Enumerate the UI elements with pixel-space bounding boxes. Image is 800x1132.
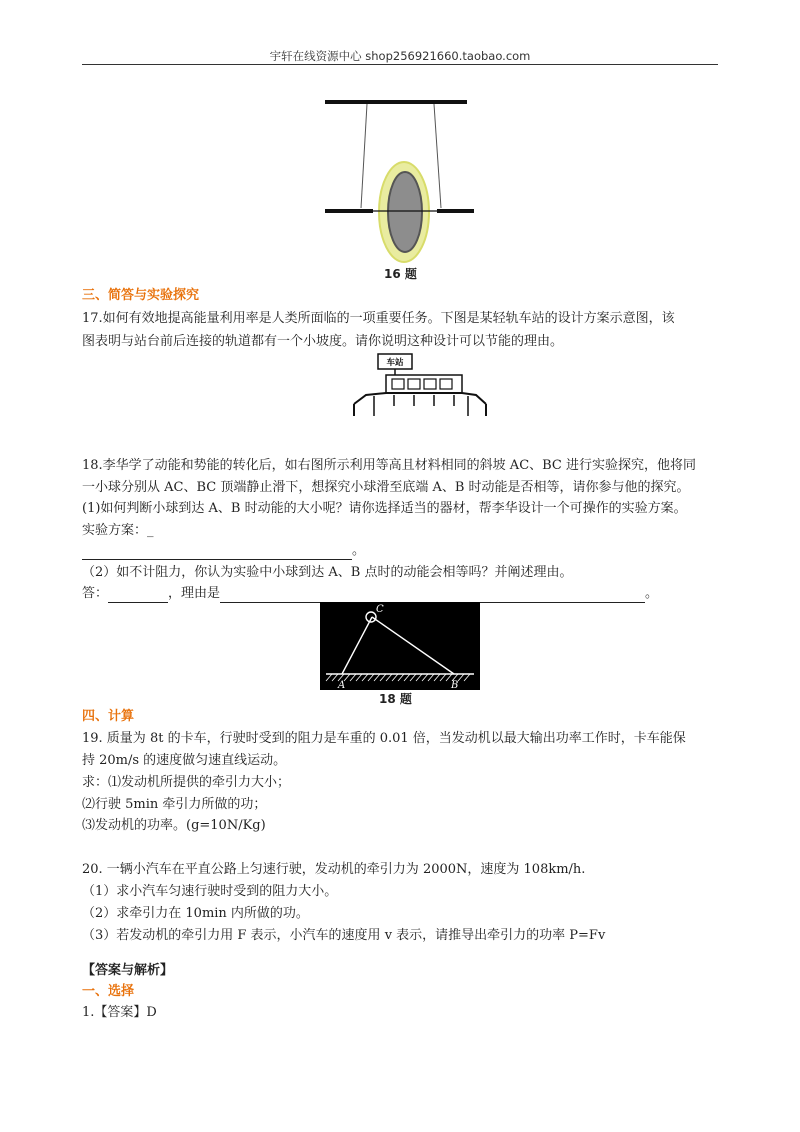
figure-16-wheel bbox=[320, 96, 480, 281]
answer-blank-equal[interactable] bbox=[108, 588, 168, 603]
q19-line3: 求：⑴发动机所提供的牵引力大小； bbox=[82, 775, 291, 790]
q18-line7 bbox=[82, 585, 658, 603]
q18-line3: (1)如何判断小球到达 A、B 时动能的大小呢？请你选择适当的器材，帮李华设计一个可操作的实验方案。 bbox=[82, 501, 687, 516]
answers-section-1: 一、选择 bbox=[82, 984, 135, 999]
section-4-title: 四、计算 bbox=[82, 709, 135, 724]
q18-reason-label: ，理由是 bbox=[168, 586, 221, 601]
q18-line4: 实验方案：_ bbox=[82, 523, 154, 538]
axle-right bbox=[437, 209, 474, 213]
answer-blank-plan[interactable] bbox=[82, 545, 352, 560]
q20-line4: （3）若发动机的牵引力用 F 表示，小汽车的速度用 v 表示，请推导出牵引力的功率 P=Fv bbox=[82, 928, 606, 943]
answer-blank-reason[interactable] bbox=[220, 588, 645, 603]
q18-line1: 18.李华学了动能和势能的转化后，如右图所示利用等高且材料相同的斜坡 AC、BC 进行实验探究，他将同 bbox=[82, 458, 697, 473]
top-bar bbox=[325, 100, 467, 104]
q18-line5-end: 。 bbox=[352, 543, 366, 558]
wheel-disc bbox=[388, 172, 422, 252]
label-c: C bbox=[376, 604, 384, 615]
label-b: B bbox=[451, 680, 459, 690]
figure-17-station bbox=[352, 352, 488, 418]
section-3-title: 三、简答与实验探究 bbox=[82, 288, 200, 303]
q17-line1: 17.如何有效地提高能量利用率是人类所面临的一项重要任务。下图是某轻轨车站的设计方案示意图，该 bbox=[82, 311, 675, 326]
figure-18-inclines bbox=[320, 602, 480, 690]
string-left bbox=[361, 104, 367, 208]
q18-line7-end: 。 bbox=[645, 586, 659, 601]
q17-line2: 图表明与站台前后连接的轨道都有一个小坡度。请你说明这种设计可以节能的理由。 bbox=[82, 334, 564, 349]
figure-18-caption: 18 题 bbox=[379, 692, 412, 706]
label-a: A bbox=[338, 680, 346, 690]
q19-line1: 19. 质量为 8t 的卡车，行驶时受到的阻力是车重的 0.01 倍，当发动机以最大输出功率工作时，卡车能保 bbox=[82, 731, 686, 746]
figure-16-caption: 16 题 bbox=[384, 267, 417, 281]
answer-1: 1.【答案】D bbox=[82, 1005, 157, 1020]
station-sign-text: 车站 bbox=[386, 358, 404, 368]
q18-line5 bbox=[82, 542, 365, 560]
q19-line4: ⑵行驶 5min 牵引力所做的功； bbox=[82, 797, 267, 812]
q19-line2: 持 20m/s 的速度做匀速直线运动。 bbox=[82, 753, 287, 768]
q20-line2: （1）求小汽车匀速行驶时受到的阻力大小。 bbox=[82, 884, 338, 899]
q20-line1: 20. 一辆小汽车在平直公路上匀速行驶，发动机的牵引力为 2000N，速度为 108km/h. bbox=[82, 862, 586, 877]
q20-line3: （2）求牵引力在 10min 内所做的功。 bbox=[82, 906, 309, 921]
string-right bbox=[434, 104, 441, 208]
q18-answer-label: 答： bbox=[82, 586, 109, 601]
q19-line5: ⑶发动机的功率。(g=10N/Kg) bbox=[82, 818, 266, 833]
header-rule bbox=[82, 64, 718, 65]
q18-line2: 一小球分别从 AC、BC 顶端静止滑下，想探究小球滑至底端 A、B 时动能是否相等，请你参与他的探究。 bbox=[82, 480, 690, 495]
q18-line6: （2）如不计阻力，你认为实验中小球到达 A、B 点时的动能会相等吗？并阐述理由。 bbox=[82, 565, 573, 580]
answers-title: 【答案与解析】 bbox=[82, 963, 174, 978]
page-header: 宇轩在线资源中心 shop256921660.taobao.com bbox=[269, 49, 531, 63]
axle-left bbox=[325, 209, 373, 213]
